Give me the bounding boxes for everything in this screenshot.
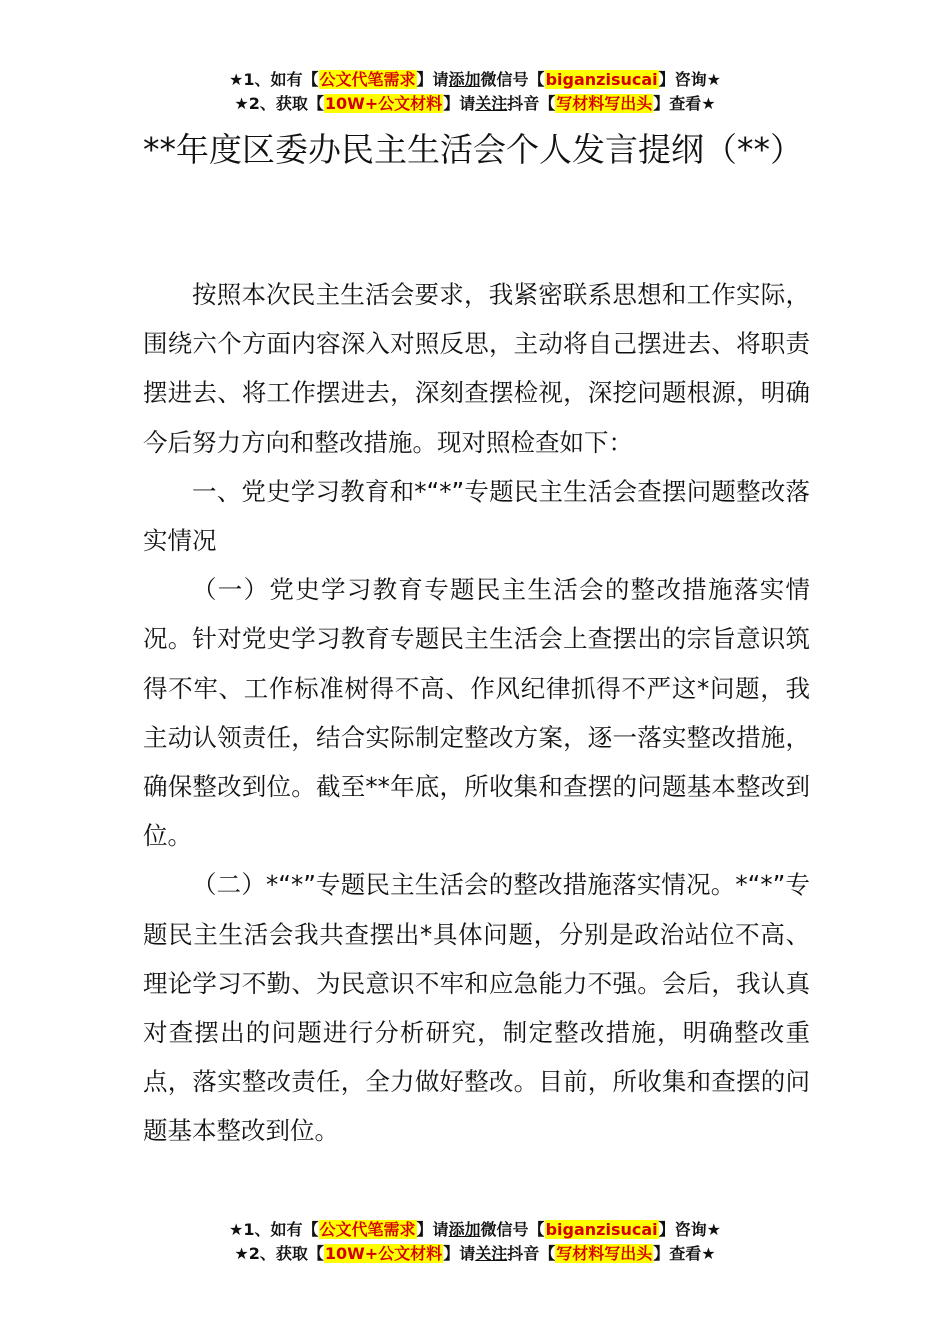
banner-line-1-text-2: 微信号【 <box>480 70 545 89</box>
banner-line-2-text-2: 抖音【 <box>507 94 556 113</box>
footer-line-2-text-2: 抖音【 <box>507 1244 556 1263</box>
highlight-douyin: 写材料写出头 <box>556 94 653 113</box>
underline-follow: 关注 <box>475 94 508 113</box>
footer-highlight-wechat-id: biganzisucai <box>545 1220 658 1239</box>
banner-line-2-suffix: 】查看★ <box>653 94 716 113</box>
underline-add: 添加 <box>448 70 481 89</box>
paragraph-subsection-1: （一）党史学习教育专题民主生活会的整改措施落实情况。针对党史学习教育专题民主生活会上查摆出的宗旨意识筑得不牢、工作标准树得不高、作风纪律抓得不严这*问题，我主动认领责任，结合实际制定整改方案，逐一落实整改措施，确保整改到位。截至**年底，所收集和查摆的问题基本整改到位。 <box>143 575 810 851</box>
footer-line-2-prefix: ★2、获取【 <box>234 1244 324 1263</box>
footer-line-1-text: 】请 <box>416 1220 449 1239</box>
footer-highlight-douyin: 写材料写出头 <box>556 1244 653 1263</box>
paragraph-intro: 按照本次民主生活会要求，我紧密联系思想和工作实际，围绕六个方面内容深入对照反思，主动将自己摆进去、将职责摆进去、将工作摆进去，深刻查摆检视，深挖问题根源，明确今后努力方向和整改措施。现对照检查如下： <box>143 280 810 457</box>
footer-banner-line-1 <box>0 1218 950 1242</box>
banner-line-2-prefix: ★2、获取【 <box>234 94 324 113</box>
paragraph-subsection-2: （二）*“*”专题民主生活会的整改措施落实情况。*“*”专题民主生活会我共查摆出*具体问题，分别是政治站位不高、理论学习不勤、为民意识不牢和应急能力不强。会后，我认真对查摆出的问题进行分析研究，制定整改措施，明确整改重点，落实整改责任，全力做好整改。目前，所收集和查摆的问题基本整改到位。 <box>143 870 810 1146</box>
banner-line-1-suffix: 】咨询★ <box>658 70 721 89</box>
banner-line-1-prefix: ★1、如有【 <box>229 70 319 89</box>
highlight-ghostwriting: 公文代笔需求 <box>319 70 416 89</box>
header-banner <box>0 68 950 116</box>
footer-banner <box>0 1218 950 1266</box>
footer-highlight-ghostwriting: 公文代笔需求 <box>319 1220 416 1239</box>
footer-line-2-suffix: 】查看★ <box>653 1244 716 1263</box>
banner-line-2 <box>0 92 950 116</box>
footer-line-2-text: 】请 <box>443 1244 476 1263</box>
highlight-wechat-id: biganzisucai <box>545 70 658 89</box>
footer-line-1-suffix: 】咨询★ <box>658 1220 721 1239</box>
banner-line-1-text: 】请 <box>416 70 449 89</box>
footer-underline-add: 添加 <box>448 1220 481 1239</box>
document-body <box>143 270 810 1156</box>
highlight-materials: 10W+公文材料 <box>324 94 443 113</box>
footer-underline-follow: 关注 <box>475 1244 508 1263</box>
banner-line-1 <box>0 68 950 92</box>
footer-banner-line-2 <box>0 1242 950 1266</box>
banner-line-2-text: 】请 <box>443 94 476 113</box>
document-title: **年度区委办民主生活会个人发言提纲（**） <box>143 130 803 169</box>
footer-line-1-text-2: 微信号【 <box>480 1220 545 1239</box>
section-heading-1: 一、党史学习教育和*“*”专题民主生活会查摆问题整改落实情况 <box>143 476 810 556</box>
footer-highlight-materials: 10W+公文材料 <box>324 1244 443 1263</box>
footer-line-1-prefix: ★1、如有【 <box>229 1220 319 1239</box>
